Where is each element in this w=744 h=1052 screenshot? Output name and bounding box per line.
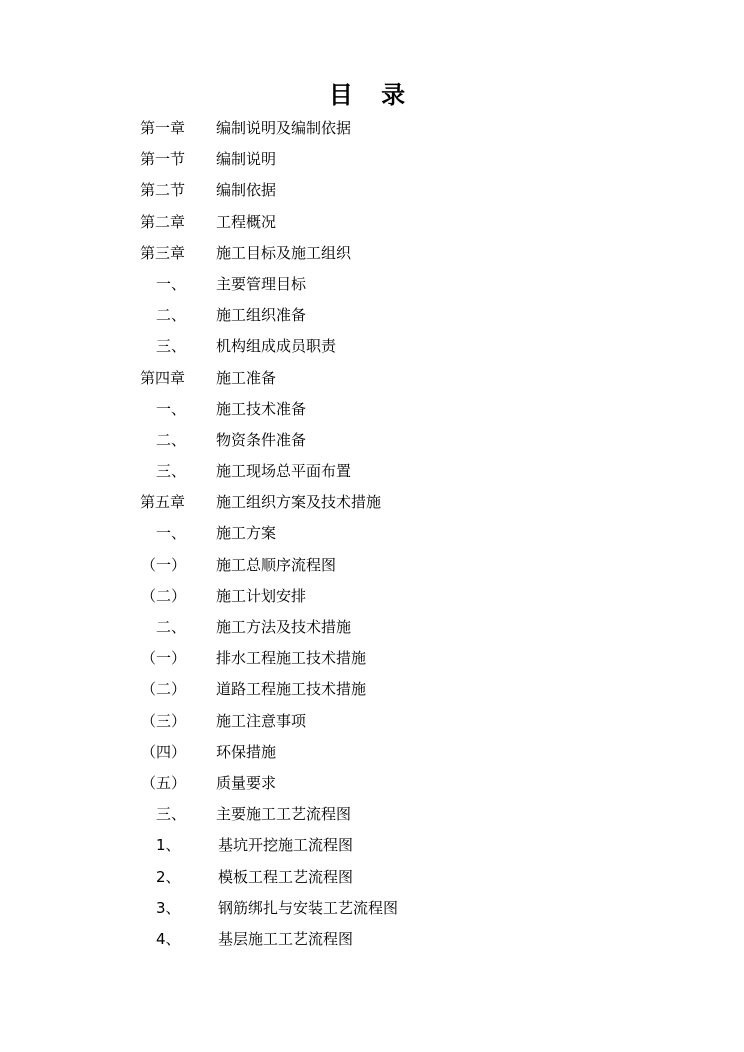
toc-entry-title: 机构组成成员职责	[216, 337, 337, 356]
toc-entry	[0, 144, 744, 175]
toc-entry-number: 三、	[156, 462, 187, 481]
toc-entry-number: 二、	[156, 430, 187, 449]
toc-entry-title: 主要管理目标	[216, 274, 307, 293]
toc-entry-title: 施工方案	[216, 524, 277, 543]
toc-entry	[0, 300, 744, 331]
toc-entry-number: 一、	[156, 274, 187, 293]
toc-entry	[0, 830, 744, 861]
toc-entry	[0, 643, 744, 674]
toc-entry	[0, 674, 744, 705]
toc-entry	[0, 487, 744, 518]
toc-entry-title: 施工目标及施工组织	[216, 243, 352, 262]
toc-entry-title: 道路工程施工技术措施	[216, 680, 367, 699]
toc-entry-number: 一、	[156, 524, 187, 543]
toc-entry-title: 基坑开挖施工流程图	[218, 836, 354, 855]
toc-entry-number: （五）	[141, 773, 187, 792]
toc-entry	[0, 706, 744, 737]
toc-entry	[0, 612, 744, 643]
toc-entry	[0, 456, 744, 487]
toc-entry-number: 1、	[156, 836, 181, 855]
toc-entry-number: 2、	[156, 867, 181, 886]
toc-entry-number: 第四章	[140, 368, 186, 387]
toc-entry-number: （一）	[141, 555, 187, 574]
toc-entry	[0, 331, 744, 362]
toc-entry-title: 编制说明及编制依据	[216, 119, 352, 137]
toc-entry-title: 施工总顺序流程图	[216, 555, 337, 574]
toc-entry	[0, 238, 744, 269]
toc-entry	[0, 518, 744, 549]
toc-entry	[0, 768, 744, 799]
toc-entry-title: 模板工程工艺流程图	[218, 867, 354, 886]
toc-entry-title: 工程概况	[216, 212, 277, 231]
toc-entry-title: 施工注意事项	[216, 711, 307, 730]
toc-entry-number: （二）	[141, 680, 187, 699]
toc-entry-title: 排水工程施工技术措施	[216, 649, 367, 668]
toc-entry-number: 三、	[156, 805, 187, 824]
table-of-contents	[0, 113, 744, 955]
toc-entry-number: （一）	[141, 649, 187, 668]
toc-entry-number: 一、	[156, 399, 187, 418]
toc-entry-number: 三、	[156, 337, 187, 356]
toc-entry	[0, 175, 744, 206]
toc-entry-number: （二）	[141, 586, 187, 605]
toc-entry-number: 第二章	[140, 212, 186, 231]
toc-entry-title: 编制依据	[216, 181, 277, 200]
toc-entry-title: 主要施工工艺流程图	[216, 805, 352, 824]
toc-entry-number: 第一节	[140, 150, 186, 169]
toc-entry-number: 第三章	[140, 243, 186, 262]
toc-entry-title: 施工技术准备	[216, 399, 307, 418]
toc-entry	[0, 924, 744, 955]
toc-entry-number: （四）	[141, 742, 187, 761]
toc-entry-title: 施工计划安排	[216, 586, 307, 605]
toc-entry-title: 施工准备	[216, 368, 277, 387]
toc-entry	[0, 363, 744, 394]
toc-entry	[0, 269, 744, 300]
toc-entry	[0, 113, 744, 144]
toc-entry	[0, 550, 744, 581]
toc-entry-title: 编制说明	[216, 150, 277, 169]
toc-entry	[0, 394, 744, 425]
toc-entry	[0, 737, 744, 768]
toc-entry	[0, 799, 744, 830]
toc-entry-number: 4、	[156, 929, 181, 948]
toc-entry-title: 物资条件准备	[216, 430, 307, 449]
toc-entry-title: 施工现场总平面布置	[216, 462, 352, 481]
toc-entry-title: 施工方法及技术措施	[216, 618, 352, 636]
toc-entry-number: 第一章	[140, 119, 186, 137]
toc-entry-number: 第二节	[140, 181, 186, 200]
toc-entry-title: 环保措施	[216, 742, 277, 761]
toc-entry	[0, 893, 744, 924]
toc-entry-number: 3、	[156, 898, 181, 917]
toc-entry-number: （三）	[141, 711, 187, 730]
toc-entry-number: 二、	[156, 306, 187, 325]
toc-entry-title: 施工组织方案及技术措施	[216, 493, 382, 512]
toc-title: 目 录	[328, 81, 416, 109]
toc-entry-number: 第五章	[140, 493, 186, 512]
toc-entry	[0, 207, 744, 238]
toc-entry-title: 施工组织准备	[216, 306, 307, 325]
toc-entry	[0, 581, 744, 612]
toc-entry-title: 钢筋绑扎与安装工艺流程图	[218, 898, 399, 917]
toc-entry	[0, 425, 744, 456]
toc-entry-title: 基层施工工艺流程图	[218, 929, 354, 948]
toc-entry-title: 质量要求	[216, 773, 277, 792]
toc-entry-number: 二、	[156, 618, 187, 636]
toc-entry	[0, 862, 744, 893]
